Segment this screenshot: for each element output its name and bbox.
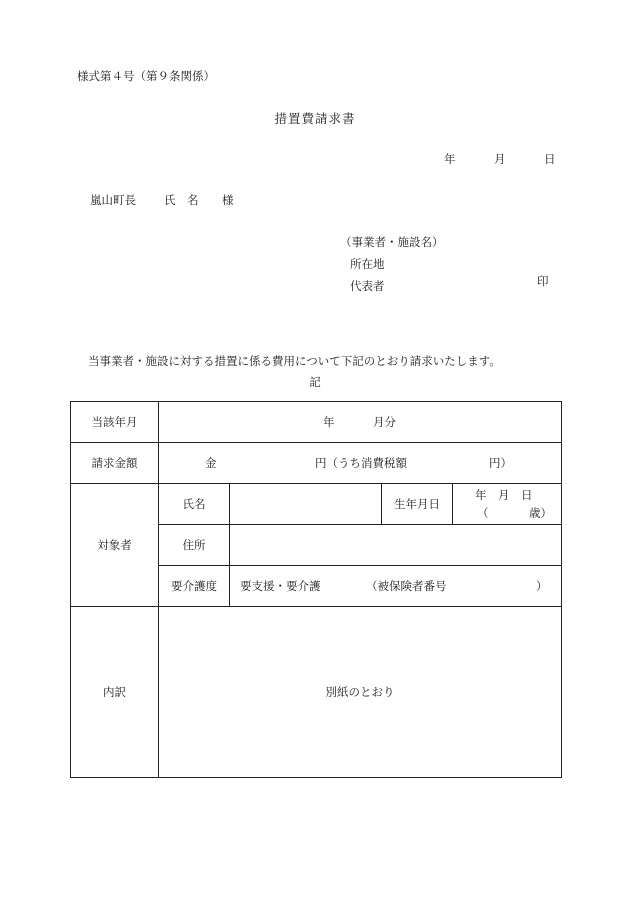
amount-yen-tax: 円（うち消費税額 [315,456,407,470]
addressee-honorific: 様 [222,193,234,207]
subject-label: 対象者 [71,484,159,607]
age-open: （ [477,506,489,520]
row-amount [71,443,562,484]
name-value[interactable] [230,484,382,525]
date-year: 年 [444,152,456,166]
insured-close: ） [536,579,548,593]
row-breakdown [71,607,562,778]
addressee-office: 嵐山町長 [90,193,136,207]
age-close: 歳） [529,506,552,520]
period-month: 月分 [373,415,396,429]
address-value[interactable] [230,525,562,566]
care-cell[interactable] [230,566,562,607]
document-title: 措置費請求書 [274,111,356,126]
amount-kin: 金 [205,456,217,470]
period-year: 年 [323,415,335,429]
sender-business-name: （事業者・施設名） [340,235,444,249]
addressee-name: 氏 名 [164,193,199,207]
insured-open: （被保険者番号 [366,579,447,593]
date-day: 日 [544,152,556,166]
ki-heading: 記 [309,375,321,389]
row-period [71,402,562,443]
claim-table [70,401,562,778]
birth-cell[interactable] [453,484,562,525]
period-cell[interactable] [159,402,562,443]
amount-yen-close: 円） [489,456,512,470]
seal-mark: 印 [537,274,549,288]
birth-label: 生年月日 [382,484,453,525]
breakdown-value[interactable]: 別紙のとおり [159,607,562,778]
form-number: 様式第４号（第９条関係） [77,69,215,83]
care-label: 要介護度 [159,566,230,607]
period-label: 当該年月 [71,402,159,443]
sender-block [340,231,444,297]
care-value: 要支援・要介護 [240,579,321,593]
address-label: 住所 [159,525,230,566]
name-label: 氏名 [159,484,230,525]
date-month: 月 [494,152,506,166]
birth-ymd: 年 月 日 [475,488,533,502]
breakdown-label: 内訳 [71,607,159,778]
row-subject-name [71,484,562,525]
amount-cell[interactable] [159,443,562,484]
sender-location: 所在地 [350,257,385,271]
sender-representative: 代表者 [350,279,385,293]
intro-text: 当事業者・施設に対する措置に係る費用について下記のとおり請求いたします。 [88,354,501,368]
amount-label: 請求金額 [71,443,159,484]
